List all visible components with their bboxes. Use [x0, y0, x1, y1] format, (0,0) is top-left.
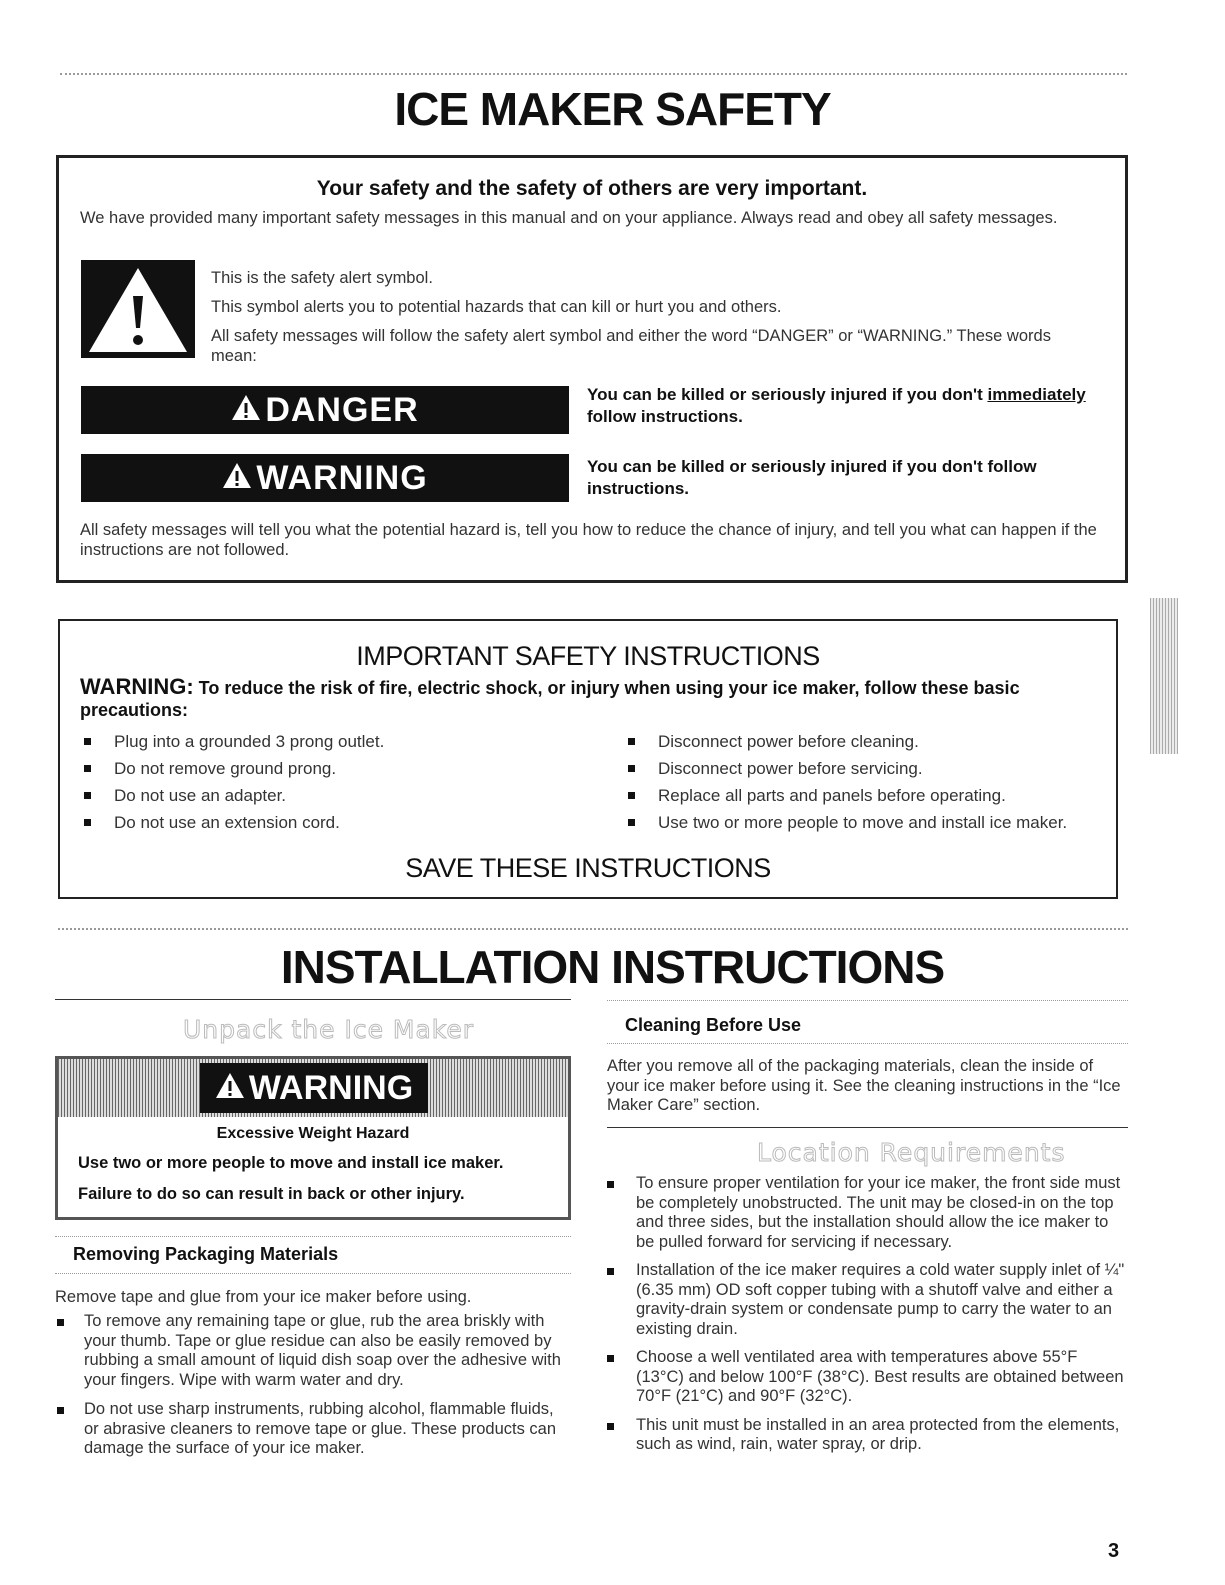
removing-heading: Removing Packaging Materials — [73, 1244, 339, 1264]
hazard-title: Excessive Weight Hazard — [216, 1125, 410, 1142]
list-item: Do not use an adapter. — [80, 785, 600, 806]
safety-closing: All safety messages will tell you what the potential hazard is, tell you how to reduce the chance of injury, and tell you what can happen if the instructions are not followed. — [80, 521, 1097, 559]
section-divider — [58, 928, 1128, 930]
left-column-rule — [55, 999, 571, 1000]
page-number: 3 — [1108, 1540, 1120, 1562]
language-side-tab — [1150, 598, 1178, 754]
hazard-line-2: Failure to do so can result in back or other injury. — [78, 1185, 465, 1203]
list-item: Do not use an extension cord. — [80, 812, 600, 833]
list-item: Do not remove ground prong. — [80, 758, 600, 779]
list-item: Replace all parts and panels before operating. — [624, 785, 1104, 806]
weight-warning-label-box — [200, 1063, 428, 1113]
alert-line-3: All safety messages will follow the safety alert symbol and either the word “DANGER” or “WARNING.” These words mean: — [211, 327, 1051, 365]
cleaning-rule-bottom — [607, 1043, 1128, 1044]
precautions-left-list — [80, 731, 600, 839]
save-instructions: SAVE THESE INSTRUCTIONS — [405, 853, 771, 883]
danger-text-start: You can be killed or seriously injured if you don't — [587, 385, 988, 404]
weight-warning-triangle-icon — [215, 1069, 245, 1108]
danger-description — [587, 384, 1127, 428]
removing-list — [55, 1312, 571, 1465]
location-list — [607, 1174, 1128, 1461]
danger-text-end: follow instructions. — [587, 407, 743, 426]
important-safety-title: IMPORTANT SAFETY INSTRUCTIONS — [356, 641, 820, 671]
location-heading: Location Requirements — [757, 1138, 1066, 1167]
list-item: To remove any remaining tape or glue, rub the area briskly with your thumb. Tape or glue residue can also be easily removed by rubbing a small amount of liquid dish soap over the adhesive with your fingers. Wipe with warm water and dry. — [55, 1312, 571, 1390]
list-item: Choose a well ventilated area with temperatures above 55°F (13°C) and below 100°F (38°C). Best results are obtained between 70°F (21°C) and 90°F (32°C). — [607, 1348, 1128, 1407]
important-safety-box — [58, 619, 1118, 899]
important-warning-text: To reduce the risk of fire, electric shock, or injury when using your ice maker, follow these basic precautions: — [80, 678, 1020, 720]
cleaning-heading: Cleaning Before Use — [625, 1015, 802, 1035]
warning-triangle-icon — [222, 459, 252, 498]
danger-triangle-icon — [231, 391, 261, 430]
warning-signal-banner — [81, 454, 569, 502]
important-warning — [80, 676, 1110, 721]
removing-rule-bottom — [55, 1273, 571, 1274]
removing-rule-top — [55, 1236, 571, 1237]
location-rule — [607, 1127, 1128, 1128]
ice-maker-safety-title: ICE MAKER SAFETY — [394, 83, 831, 135]
list-item: Plug into a grounded 3 prong outlet. — [80, 731, 600, 752]
removing-intro: Remove tape and glue from your ice maker before using. — [55, 1288, 472, 1306]
list-item: This unit must be installed in an area protected from the elements, such as wind, rain, water spray, or drip. — [607, 1416, 1128, 1455]
precautions-right-list — [624, 731, 1104, 839]
safety-alert-icon — [81, 260, 195, 358]
alert-line-1: This is the safety alert symbol. — [211, 269, 433, 287]
safety-intro: We have provided many important safety messages in this manual and on your appliance. Always read and obey all safety messages. — [80, 209, 1058, 227]
list-item: Use two or more people to move and install ice maker. — [624, 812, 1104, 833]
installation-title: INSTALLATION INSTRUCTIONS — [280, 941, 945, 993]
danger-text-emphasis: immediately — [987, 385, 1086, 404]
cleaning-text: After you remove all of the packaging materials, clean the inside of your ice maker before using it. See the cleaning instructions in the “Ice Maker Care” section. — [607, 1057, 1121, 1114]
safety-message-box — [56, 155, 1128, 583]
weight-warning-box — [55, 1056, 571, 1220]
list-item: Do not use sharp instruments, rubbing alcohol, flammable fluids, or abrasive cleaners to remove tape or glue. These products can damage the surface of your ice maker. — [55, 1400, 571, 1459]
cleaning-rule-top — [607, 1000, 1128, 1001]
warning-description: You can be killed or seriously injured if you don't follow instructions. — [587, 457, 1037, 498]
list-item: To ensure proper ventilation for your ice maker, the front side must be completely unobstructed. The unit may be closed-in on the top and three sides, but the installation should allow the ice maker to be pulled forward for servicing if necessary. — [607, 1174, 1128, 1252]
list-item: Installation of the ice maker requires a cold water supply inlet of ¼" (6.35 mm) OD soft copper tubing with a shutoff valve and either a gravity-drain system or condensate pump to carry the water to an existing drain. — [607, 1261, 1128, 1339]
warning-label: WARNING — [256, 458, 428, 497]
weight-warning-label: WARNING — [248, 1068, 414, 1107]
hazard-line-1: Use two or more people to move and install ice maker. — [78, 1154, 504, 1172]
list-item: Disconnect power before servicing. — [624, 758, 1104, 779]
list-item: Disconnect power before cleaning. — [624, 731, 1104, 752]
safety-headline: Your safety and the safety of others are very important. — [316, 177, 868, 200]
danger-label: DANGER — [265, 390, 419, 429]
top-divider — [60, 73, 1127, 75]
danger-signal-banner — [81, 386, 569, 434]
alert-line-2: This symbol alerts you to potential hazards that can kill or hurt you and others. — [211, 298, 782, 316]
important-warning-word: WARNING: — [80, 674, 194, 699]
unpack-heading: Unpack the Ice Maker — [183, 1015, 475, 1044]
